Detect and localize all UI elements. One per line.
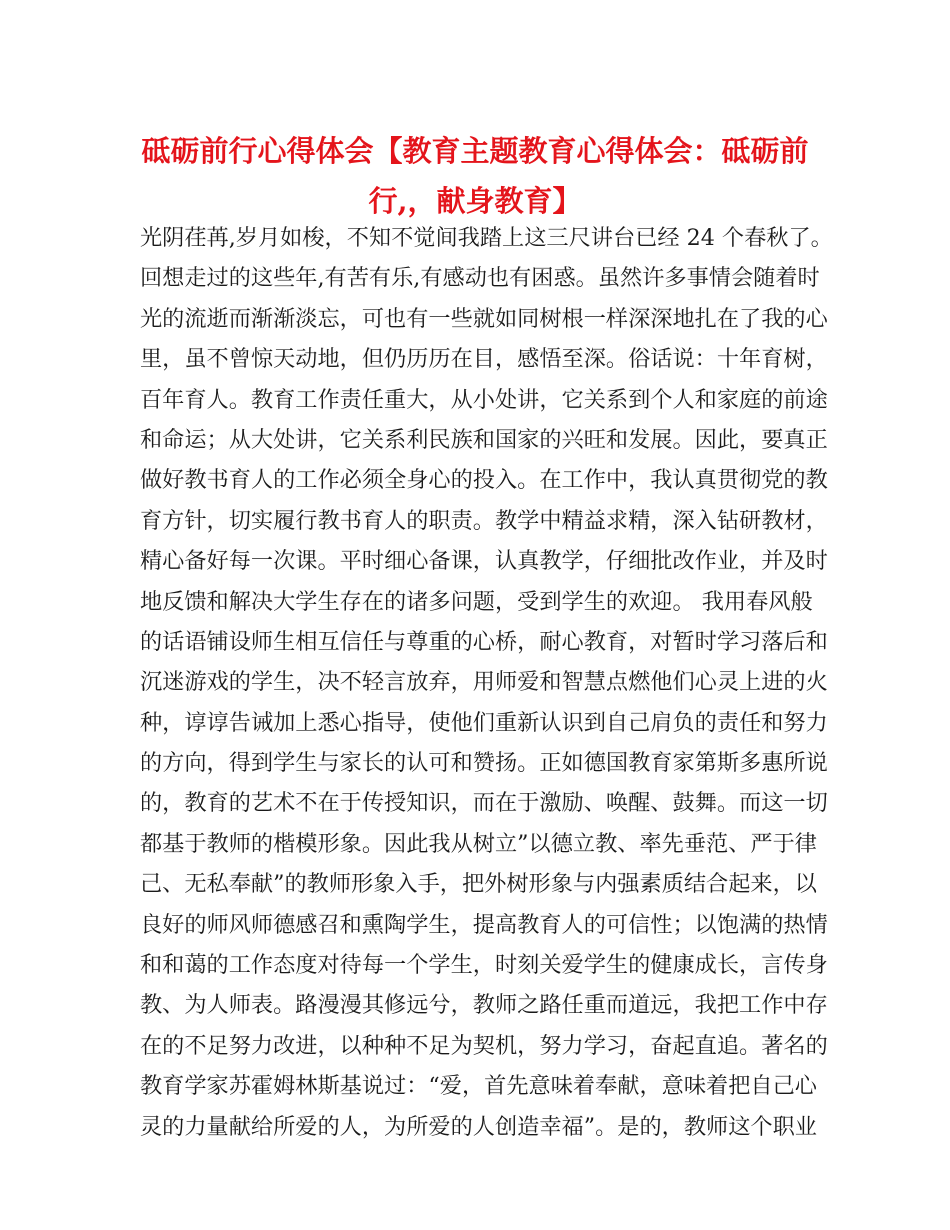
body-line: 里，虽不曾惊天动地，但仍历历在目，感悟至深。俗话说：十年育树，: [140, 346, 828, 373]
document-title: [140, 126, 810, 226]
body-line: 良好的师风师德感召和熏陶学生，提高教育人的可信性；以饱满的热情: [140, 911, 828, 938]
body-line: 育方针，切实履行教书育人的职责。教学中精益求精，深入钻研教材，: [140, 507, 828, 534]
body-line: 地反馈和解决大学生存在的诸多问题，受到学生的欢迎。 我用春风般: [140, 588, 813, 615]
body-line: 的方向，得到学生与家长的认可和赞扬。正如德国教育家第斯多惠所说: [140, 750, 828, 777]
body-line: 百年育人。教育工作责任重大，从小处讲，它关系到个人和家庭的前途: [140, 386, 828, 413]
body-line: 己、无私奉献”的教师形象入手，把外树形象与内强素质结合起来，以: [140, 871, 817, 898]
title-line-1: 砥砺前行心得体会【教育主题教育心得体会：砥砺前: [141, 134, 809, 168]
body-line: 做好教书育人的工作必须全身心的投入。在工作中，我认真贯彻党的教: [140, 467, 828, 494]
body-line: 的话语铺设师生相互信任与尊重的心桥，耐心教育，对暂时学习落后和: [140, 628, 828, 655]
body-line: 精心备好每一次课。平时细心备课，认真教学，仔细批改作业，并及时: [140, 548, 828, 575]
title-line-2: 行,，献身教育】: [368, 184, 582, 218]
body-paragraph: [140, 218, 833, 1147]
body-line: 种，谆谆告诫加上悉心指导，使他们重新认识到自己肩负的责任和努力: [140, 709, 828, 736]
body-line: 在的不足努力改进，以种种不足为契机，努力学习，奋起直追。著名的: [140, 1032, 828, 1059]
body-line: 沉迷游戏的学生，决不轻言放弃，用师爱和智慧点燃他们心灵上进的火: [140, 669, 828, 696]
body-line: 光的流逝而渐渐淡忘，可也有一些就如同树根一样深深地扎在了我的心: [140, 305, 828, 332]
body-line: 教、为人师表。路漫漫其修远兮，教师之路任重而道远，我把工作中存: [140, 992, 828, 1019]
body-line: 和和蔼的工作态度对待每一个学生，时刻关爱学生的健康成长，言传身: [140, 952, 828, 979]
body-line: 都基于教师的楷模形象。因此我从树立”以德立教、率先垂范、严于律: [140, 830, 817, 857]
body-line: 和命运；从大处讲，它关系利民族和国家的兴旺和发展。因此，要真正: [140, 426, 828, 453]
body-line: 回想走过的这些年,有苦有乐,有感动也有困惑。虽然许多事情会随着时: [140, 265, 820, 292]
body-line: 光阴荏苒,岁月如梭，不知不觉间我踏上这三尺讲台已经 24 个春秋了。: [140, 225, 833, 251]
body-line: 灵的力量献给所爱的人，为所爱的人创造幸福”。是的，教师这个职业: [140, 1113, 817, 1140]
body-line: 的，教育的艺术不在于传授知识，而在于激励、唤醒、鼓舞。而这一切: [140, 790, 828, 817]
body-line: 教育学家苏霍姆林斯基说过：“爱，首先意味着奉献，意味着把自己心: [140, 1073, 817, 1100]
